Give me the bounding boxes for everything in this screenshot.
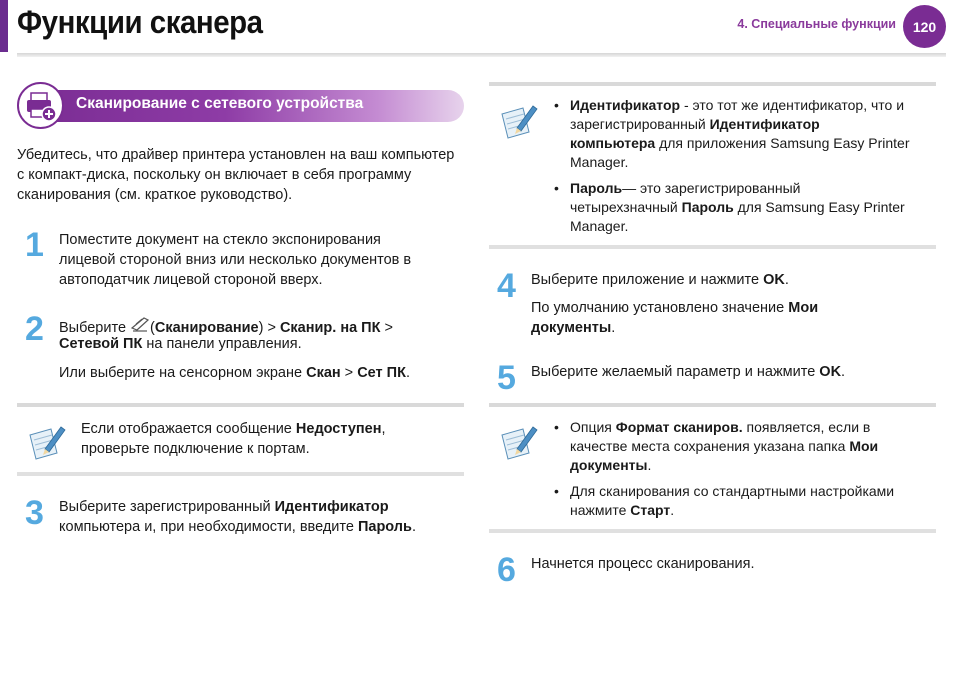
step-6-number: 6 (497, 551, 516, 589)
step-4-number: 4 (497, 267, 516, 305)
printer-network-icon (17, 82, 64, 129)
note-pencil-icon (499, 100, 539, 145)
step-4-default: По умолчанию установлено значение Мои документы. (531, 300, 819, 336)
page-number: 120 (912, 18, 937, 35)
list-item: • Идентификатор - это тот же идентификатор, что и зарегистрированный Идентификатор компьютера для приложения Samsung Easy Printer Manager. (554, 96, 934, 172)
list-item: • Опция Формат сканиров. появляется, если в качестве места сохранения указана папка Мои документы. (554, 418, 934, 475)
step-2-line-1: Выберите (Сканирование) > Сканир. на ПК > (59, 314, 393, 338)
intro-paragraph: Убедитесь, что драйвер принтера установлен на ваш компьютер с компакт-диска, поскольку он включает в себя программу сканирования (см. краткое руководство). (17, 147, 455, 203)
step-4-line-1: Выберите приложение и нажмите OK. (531, 272, 789, 288)
chapter-label: 4. Специальные функции (737, 17, 896, 31)
note-2-list (554, 96, 934, 243)
header-accent-bar (0, 0, 8, 52)
step-5-number: 5 (497, 359, 516, 397)
note-3-list (554, 418, 934, 527)
page-title: Функции сканера (17, 4, 263, 40)
step-6-text: Начнется процесс сканирования. (531, 556, 755, 572)
note-box-2 (489, 82, 936, 249)
page-number-badge (903, 5, 946, 48)
section-title: Сканирование с сетевого устройства (76, 95, 364, 112)
step-2-number: 2 (25, 310, 44, 348)
note-box-1: Если отображается сообщение Недоступен, проверьте подключение к портам. (17, 403, 464, 476)
note-box-3 (489, 403, 936, 533)
scanner-icon (130, 314, 150, 332)
step-3-text: Выберите зарегистрированный Идентификатор компьютера и, при необходимости, введите Пароль. (59, 499, 416, 535)
list-item: • Пароль— это зарегистрированный четырехзначный Пароль для Samsung Easy Printer Manager. (554, 179, 934, 236)
list-item: • Для сканирования со стандартными настройками нажмите Старт. (554, 482, 934, 520)
step-1-text: Поместите документ на стекло экспонирования лицевой стороной вниз или несколько документов в автоподатчик лицевой стороной вверх. (59, 232, 412, 288)
step-1-number: 1 (25, 226, 44, 264)
step-2-alt: Или выберите на сенсорном экране Скан > Сет ПК. (59, 365, 410, 381)
note-pencil-icon (499, 421, 539, 466)
header-divider (17, 53, 946, 57)
step-3-number: 3 (25, 494, 44, 532)
step-2-line-2: Сетевой ПК на панели управления. (59, 336, 302, 352)
note-pencil-icon (27, 421, 67, 466)
step-5-text: Выберите желаемый параметр и нажмите OK. (531, 364, 846, 380)
